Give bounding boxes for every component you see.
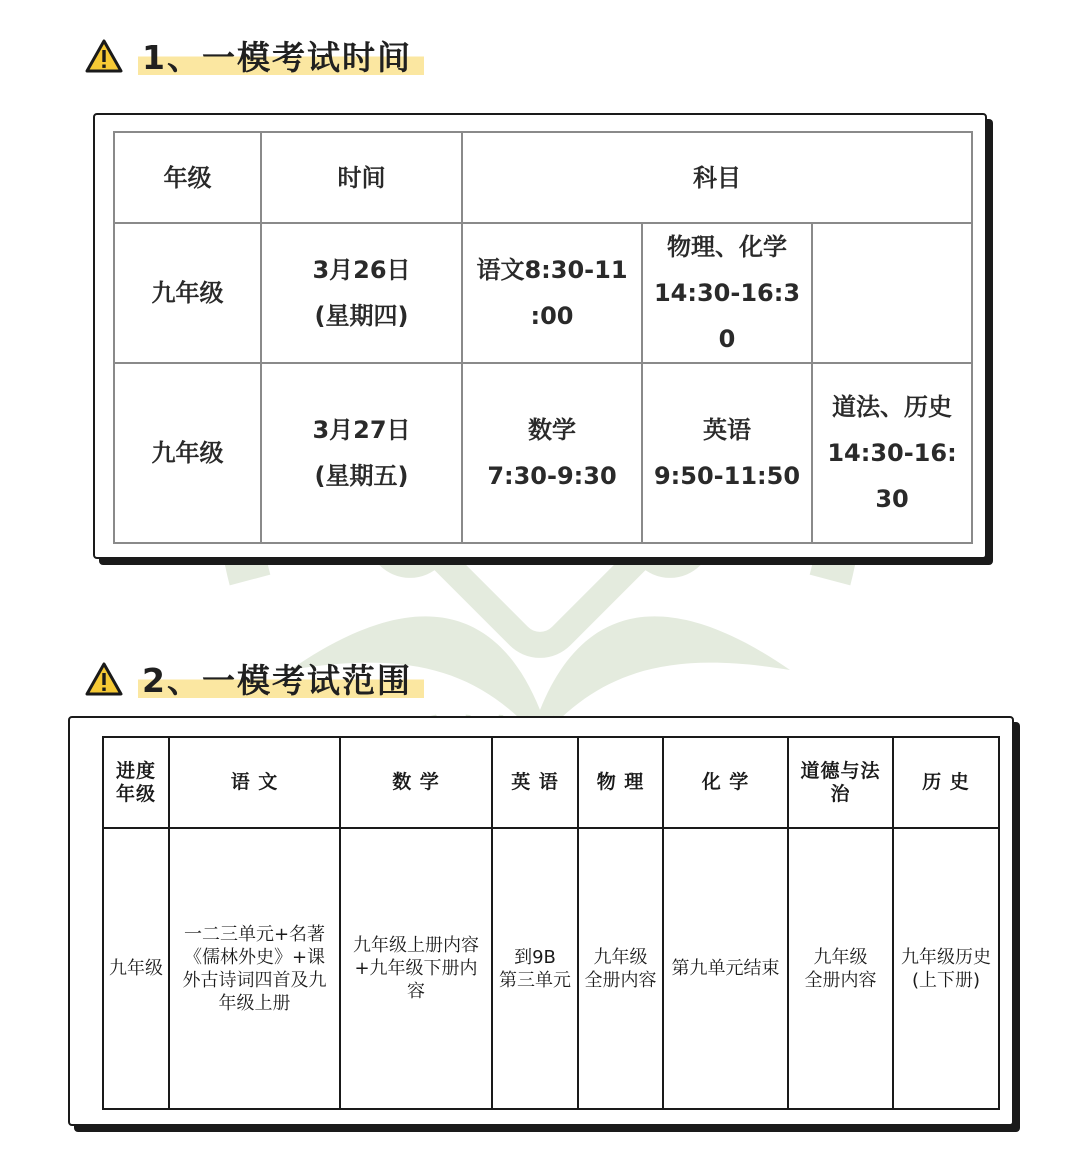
subject-cell: 语文8:30-11 :00 xyxy=(462,223,642,363)
grade-cell: 九年级 xyxy=(114,223,261,363)
exam-time-table xyxy=(113,131,973,544)
section2-heading xyxy=(84,655,424,702)
warning-icon xyxy=(84,38,124,74)
scope-math: 九年级上册内容 +九年级下册内 容 xyxy=(340,828,492,1109)
section1-heading xyxy=(84,32,424,79)
table-row xyxy=(103,828,999,1109)
header-math: 数 学 xyxy=(340,737,492,828)
header-history: 历 史 xyxy=(893,737,999,828)
header-chinese: 语 文 xyxy=(169,737,340,828)
table-header-row xyxy=(103,737,999,828)
exam-scope-table xyxy=(102,736,1000,1110)
header-grade: 年级 xyxy=(114,132,261,223)
scope-chinese: 一二三单元+名著 《儒林外史》+课 外古诗词四首及九 年级上册 xyxy=(169,828,340,1109)
date-cell: 3月26日 (星期四) xyxy=(261,223,462,363)
table-row xyxy=(114,223,972,363)
header-time: 时间 xyxy=(261,132,462,223)
scope-english: 到9B 第三单元 xyxy=(492,828,578,1109)
date-cell: 3月27日 (星期五) xyxy=(261,363,462,543)
warning-icon xyxy=(84,661,124,697)
header-morality: 道德与法治 xyxy=(788,737,893,828)
header-chemistry: 化 学 xyxy=(663,737,788,828)
header-corner: 进度 年级 xyxy=(103,737,169,828)
table-row xyxy=(114,363,972,543)
scope-physics: 九年级 全册内容 xyxy=(578,828,663,1109)
grade-cell: 九年级 xyxy=(114,363,261,543)
subject-cell: 物理、化学 14:30-16:3 0 xyxy=(642,223,812,363)
section2-title: 2、一模考试范围 xyxy=(138,655,424,702)
subject-cell: 英语 9:50-11:50 xyxy=(642,363,812,543)
subject-cell: 数学 7:30-9:30 xyxy=(462,363,642,543)
grade-cell: 九年级 xyxy=(103,828,169,1109)
subject-cell: 道法、历史 14:30-16: 30 xyxy=(812,363,972,543)
scope-chemistry: 第九单元结束 xyxy=(663,828,788,1109)
scope-history: 九年级历史 (上下册) xyxy=(893,828,999,1109)
section1-title: 1、一模考试时间 xyxy=(138,32,424,79)
table-header-row xyxy=(114,132,972,223)
scope-morality: 九年级 全册内容 xyxy=(788,828,893,1109)
subject-cell xyxy=(812,223,972,363)
header-physics: 物 理 xyxy=(578,737,663,828)
header-subject: 科目 xyxy=(462,132,972,223)
header-english: 英 语 xyxy=(492,737,578,828)
